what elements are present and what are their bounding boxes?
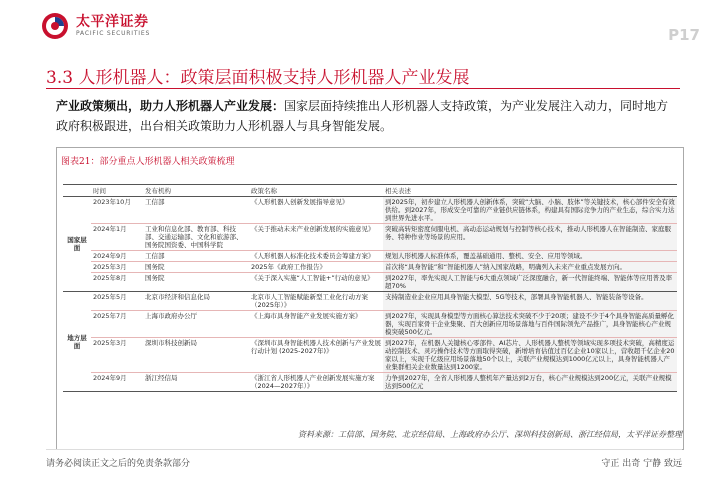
cell-agency: 上海市政府办公厅 [143,311,249,338]
cell-agency: 浙江经信局 [143,373,249,392]
logo-mark-icon [40,11,70,41]
intro-paragraph [56,96,670,136]
header-time: 时间 [91,185,143,197]
cell-agency: 工信部 [143,251,249,262]
cell-description: 首次将“具身智能”和“智能机器人”纳入国家战略，明确列入未来产业重点发展方向。 [383,262,677,273]
cell-time: 2023年10月 [91,197,143,224]
cell-time: 2025年7月 [91,311,143,338]
cell-description: 突破高转矩密度伺服电机、高动态运动规划与控制等核心技术，推动人形机器人在智能制造、家庭服务、特种作业等场景的应用。 [383,224,677,251]
cell-description: 规划人形机器人标准体系，覆盖基础通用、整机、安全、应用等领域。 [383,251,677,262]
header-policy: 政策名称 [249,185,383,197]
table-row [63,338,677,373]
cell-time: 2024年1月 [91,224,143,251]
cell-policy: 《关于深入实施“人工智能+”行动的意见》 [249,273,383,292]
cell-time: 2025年5月 [91,292,143,311]
cell-description: 到2027年，在机器人关键核心零部件、AI芯片、人形机器人整机等领域实现多项技术突破，高精度运动控制技术、灵巧操作技术等方面取得突破，新增培育估值过百亿企业10家以上，营收超千亿企业20家以上，实现千亿级应用场景落地50个以上，关联产业规模达到1000亿元以上，具身智能机器人产业集群相关企业数量达到1200家。 [383,338,677,373]
table-row [63,373,677,392]
table-row [63,292,677,311]
table-row [63,224,677,251]
cell-description: 到2025年，初步建立人形机器人创新体系，突破“大脑、小脑、肢体”等关键技术，核心部件安全有效供给。到2027年，形成安全可靠的产业链供应链体系，构建具有国际竞争力的产业生态，综合实力达到世界先进水平。 [383,197,677,224]
logo-english-name: PACIFIC SECURITIES [76,30,151,37]
cell-description: 力争到2027年，全省人形机器人整机年产量达到2万台，核心产业规模达到200亿元，关联产业规模达到500亿元 [383,373,677,392]
cell-time: 2024年9月 [91,251,143,262]
cell-policy: 《人形机器人创新发展指导意见》 [249,197,383,224]
cell-policy: 《深圳市具身智能机器人技术创新与产业发展行动计划 (2025-2027年)》 [249,338,383,373]
cell-agency: 北京市经济和信息化局 [143,292,249,311]
logo-chinese-name: 太平洋证券 [76,14,149,30]
header-agency: 发布机构 [143,185,249,197]
cell-policy: 《人形机器人标准化技术委员会筹建方案》 [249,251,383,262]
intro-lead: 产业政策频出，助力人形机器人产业发展： [56,99,285,113]
cell-description: 到2027年，实现具身模型等方面核心算法技术突破不少于20项；建设不少于4个具身智能高质量孵化器，实现百家骨干企业集聚、百大创新应用场景落地与百件国际领先产品推广，具身智能核心产业规模突破500亿元。 [383,311,677,338]
cell-policy: 《关于推动未来产业创新发展的实施意见》 [249,224,383,251]
region-local: 地方层面 [63,292,91,392]
region-national: 国家层面 [63,197,91,292]
figure-box [56,147,684,450]
cell-agency: 工信部 [143,197,249,224]
cell-description: 支持制造业企业应用具身智能大模型、5G等技术，部署具身智能机器人、智能装备等设备。 [383,292,677,311]
table-row [63,262,677,273]
header-region [63,185,91,197]
cell-agency: 工业和信息化部、教育部、科技部、交通运输部、文化和旅游部、国务院国资委、中国科学院 [143,224,249,251]
table-row [63,311,677,338]
cell-policy: 《浙江省人形机器人产业创新发展实施方案（2024—2027年）》 [249,373,383,392]
table-row [63,273,677,292]
cell-time: 2025年3月 [91,338,143,373]
cell-agency: 国务院 [143,273,249,292]
table-row [63,251,677,262]
intro-body: 国家层面持续推出人形机器人支持政策，为产业发展注入动力，同时地方政府积极跟进，出台相关政策助力人形机器人与具身智能发展。 [56,99,669,133]
footer-divider [46,449,682,450]
cell-time: 2025年8月 [91,273,143,292]
title-divider [46,88,680,89]
policy-table [63,184,677,392]
cell-policy: 2025年《政府工作报告》 [249,262,383,273]
table-header-row [63,185,677,197]
cell-time: 2024年9月 [91,373,143,392]
figure-source: 资料来源：工信部、国务院、北京经信局、上海政府办公厅、深圳科技创新局、浙江经信局，太平洋证券整理 [298,430,682,439]
cell-agency: 深圳市科技创新局 [143,338,249,373]
table-row [63,197,677,224]
disclaimer-note: 请务必阅读正文之后的免责条款部分 [46,459,191,469]
page-number: P17 [668,26,700,44]
company-logo [40,8,150,44]
cell-policy: 《上海市具身智能产业发展实施方案》 [249,311,383,338]
figure-title: 图表21：部分重点人形机器人相关政策梳理 [61,157,235,167]
cell-policy: 北京市人工智能赋能新型工业化行动方案（2025年）》 [249,292,383,311]
section-title: 3.3 人形机器人：政策层面积极支持人形机器人产业发展 [46,68,470,88]
company-motto: 守正 出奇 宁静 致远 [601,459,682,469]
cell-time: 2025年3月 [91,262,143,273]
cell-agency: 国务院 [143,262,249,273]
header-description: 相关表述 [383,185,677,197]
cell-description: 到2027年，率先实现人工智能与6大重点领域广泛深度融合，新一代智能终端、智能体等应用普及率超70% [383,273,677,292]
